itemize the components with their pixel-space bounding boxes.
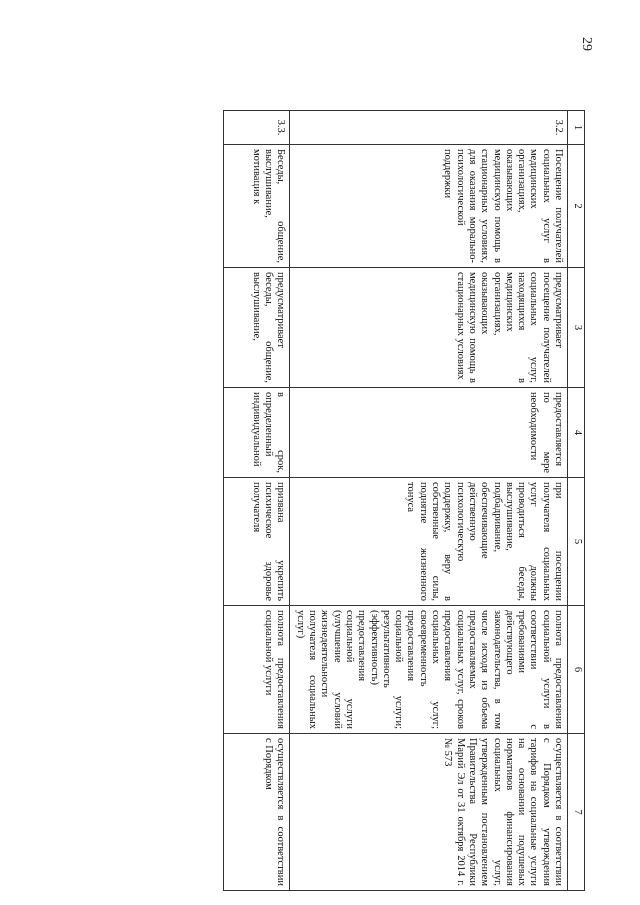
page-number: 29: [579, 37, 594, 51]
header-cell: 1: [568, 111, 585, 145]
header-cell: 5: [568, 478, 585, 606]
service-name: Беседы, общение, выслушивание, мотивация к: [224, 145, 290, 268]
header-row: [568, 111, 585, 891]
row-number: 3.2.: [290, 111, 568, 145]
header-cell: 7: [568, 734, 585, 891]
service-description: предусматривает беседы, общение, выслушивание,: [224, 268, 290, 388]
header-cell: 6: [568, 606, 585, 734]
service-finance: осуществляется в соответствии с Порядком: [224, 734, 290, 891]
service-description: предусматривает посещение получателей социальных услуг, находящихся в медицинских организациях, оказывающих медицинскую помощь в стационарных условиях: [290, 268, 568, 388]
table-row: [224, 111, 290, 891]
service-norms: призвана укрепить психическое здоровье получателя: [224, 478, 290, 606]
services-table: [223, 110, 585, 891]
rotated-table-wrapper: [85, 110, 585, 890]
header-cell: 2: [568, 145, 585, 268]
service-norms: при посещении получателя социальных услуг должны проводиться беседы, выслушивание, подбадривание, обеспечивающие действенную психологическую поддержку, веру в собственные силы, поднятие жизненного тонуса: [290, 478, 568, 606]
service-quality: полнота предоставления социальной услуги: [224, 606, 290, 734]
service-finance: осуществляется в соответствии с Порядком утверждения тарифов на социальные услуги на основании подушевых нормативов финансирования социальных услуг, утвержденным постановлением Правительства Республики Марий Эл от 31 октября 2014 г. № 573: [290, 734, 568, 891]
row-number: 3.3.: [224, 111, 290, 145]
header-cell: 3: [568, 268, 585, 388]
service-name: Посещение получателей социальных услуг в медицинских организациях, оказывающих медицинскую помощь в стационарных условиях, для оказания морально-психологической поддержки: [290, 145, 568, 268]
table-row: [290, 111, 568, 891]
service-term: в срок, определенный индивидуальной: [224, 388, 290, 478]
header-cell: 4: [568, 388, 585, 478]
service-term: предоставляется по мере необходимости: [290, 388, 568, 478]
service-quality: полнота предоставления социальной услуги в соответствии с требованиями действующего законодательства, в том числе исходя из объема предоставляемых социальных услуг, сроков предоставления социальных услуг; своевременность предоставления социальной услуги; результативность (эффективность) предоставления социальной услуги (улучшение условий жизнедеятельности получателя социальных услуг): [290, 606, 568, 734]
